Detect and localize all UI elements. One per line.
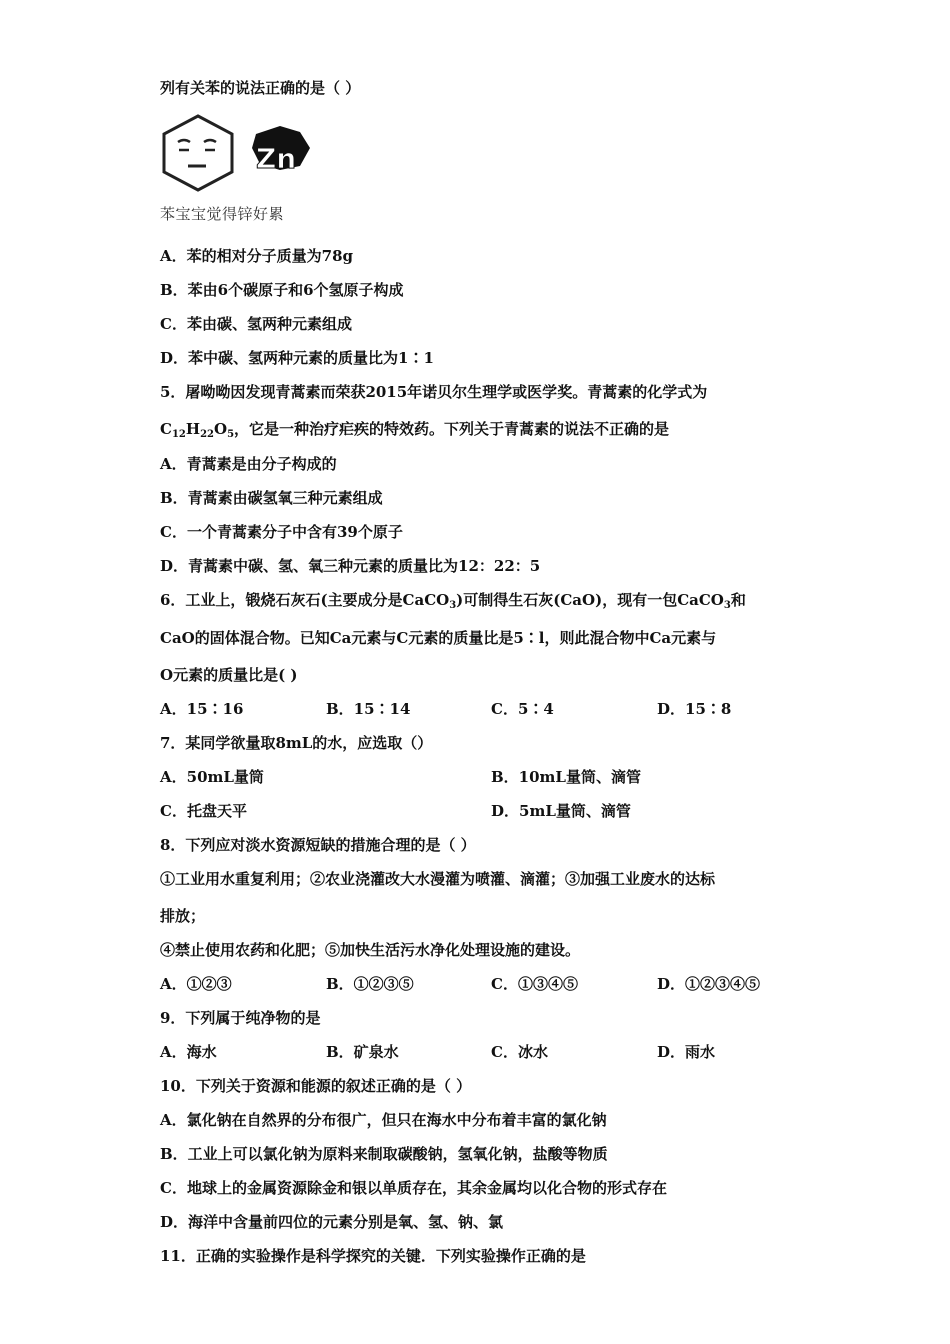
q9-option-d: D．雨水 — [657, 1043, 716, 1061]
q6-text-c: 和 — [730, 591, 746, 609]
formula-h-count: 22 — [200, 429, 214, 440]
q8-stem: 8．下列应对淡水资源短缺的措施合理的是（ ） — [160, 836, 476, 854]
q8-option-a: A．①②③ — [160, 975, 232, 993]
q9-option-a: A．海水 — [160, 1043, 217, 1061]
q7-option-a: A．50mL量筒 — [160, 768, 264, 786]
q6-text-a: 6．工业上，锻烧石灰石(主要成分是CaCO — [160, 591, 450, 609]
formula-o: O — [213, 420, 228, 438]
q8-line1: ①工业用水重复利用；②农业浇灌改大水漫灌为喷灌、滴灌；③加强工业废水的达标 — [160, 870, 716, 888]
benzene-face-icon — [160, 112, 330, 202]
q10-option-c: C．地球上的金属资源除金和银以单质存在，其余金属均以化合物的形式存在 — [160, 1179, 667, 1197]
q8-option-b: B．①②③⑤ — [326, 975, 414, 993]
formula-c: C — [160, 420, 172, 438]
formula-c-count: 12 — [171, 429, 186, 440]
q8-line2: 排放； — [160, 907, 206, 925]
zinc-label: Zn — [256, 142, 297, 175]
q5-stem-rest: ，它是一种治疗疟疾的特效药。下列关于青蒿素的说法不正确的是 — [234, 420, 670, 438]
q7-option-c: C．托盘天平 — [160, 802, 247, 820]
q5-option-a: A．青蒿素是由分子构成的 — [160, 455, 337, 473]
q6-sub-2: 3 — [723, 600, 731, 611]
q5-stem-line2 — [160, 419, 669, 439]
q6-option-d: D．15∶8 — [657, 700, 732, 718]
q9-option-b: B．矿泉水 — [326, 1043, 399, 1061]
q10-option-a: A．氯化钠在自然界的分布很广，但只在海水中分布着丰富的氯化钠 — [160, 1111, 607, 1129]
q6-option-b: B．15∶14 — [326, 700, 411, 718]
q5-option-c: C．一个青蒿素分子中含有39个原子 — [160, 523, 403, 541]
q6-stem-line1 — [160, 590, 746, 610]
q10-option-d: D．海洋中含量前四位的元素分别是氧、氢、钠、氯 — [160, 1213, 504, 1231]
q7-stem: 7．某同学欲量取8mL的水，应选取（） — [160, 734, 433, 752]
q6-sub-1: 3 — [449, 600, 457, 611]
q5-option-d: D．青蒿素中碳、氢、氧三种元素的质量比为12：22：5 — [160, 557, 541, 575]
q11-stem: 11．正确的实验操作是科学探究的关键．下列实验操作正确的是 — [160, 1247, 586, 1265]
q4-option-d: D．苯中碳、氢两种元素的质量比为1∶1 — [160, 349, 434, 367]
q10-stem: 10．下列关于资源和能源的叙述正确的是（ ） — [160, 1077, 472, 1095]
q8-option-d: D．①②③④⑤ — [657, 975, 761, 993]
q4-stem: 列有关苯的说法正确的是（ ） — [160, 79, 361, 97]
formula-o-count: 5 — [227, 429, 235, 440]
q9-option-c: C．冰水 — [491, 1043, 548, 1061]
q10-option-b: B．工业上可以氯化钠为原料来制取碳酸钠，氢氧化钠，盐酸等物质 — [160, 1145, 608, 1163]
q6-option-a: A．15∶16 — [160, 700, 244, 718]
formula-h: H — [185, 420, 201, 438]
q6-stem-line2: CaO的固体混合物。已知Ca元素与C元素的质量比是5∶l，则此混合物中Ca元素与 — [160, 629, 717, 647]
q6-text-b: )可制得生石灰(CaO)，现有一包CaCO — [456, 591, 724, 609]
q5-option-b: B．青蒿素由碳氢氧三种元素组成 — [160, 489, 383, 507]
q6-option-c: C．5∶4 — [491, 700, 554, 718]
q4-option-a: A．苯的相对分子质量为78g — [160, 247, 354, 265]
q5-stem-line1: 5．屠呦呦因发现青蒿素而荣获2015年诺贝尔生理学或医学奖。青蒿素的化学式为 — [160, 383, 708, 401]
q6-stem-line3: O元素的质量比是( ) — [160, 666, 298, 684]
q4-option-c: C．苯由碳、氢两种元素组成 — [160, 315, 352, 333]
q4-option-b: B．苯由6个碳原子和6个氢原子构成 — [160, 281, 404, 299]
q8-line3: ④禁止使用农药和化肥；⑤加快生活污水净化处理设施的建设。 — [160, 941, 581, 959]
q7-option-b: B．10mL量筒、滴管 — [491, 768, 641, 786]
q9-stem: 9．下列属于纯净物的是 — [160, 1009, 321, 1027]
q7-option-d: D．5mL量筒、滴管 — [491, 802, 631, 820]
figure-caption: 苯宝宝觉得锌好累 — [160, 205, 285, 223]
q8-option-c: C．①③④⑤ — [491, 975, 578, 993]
